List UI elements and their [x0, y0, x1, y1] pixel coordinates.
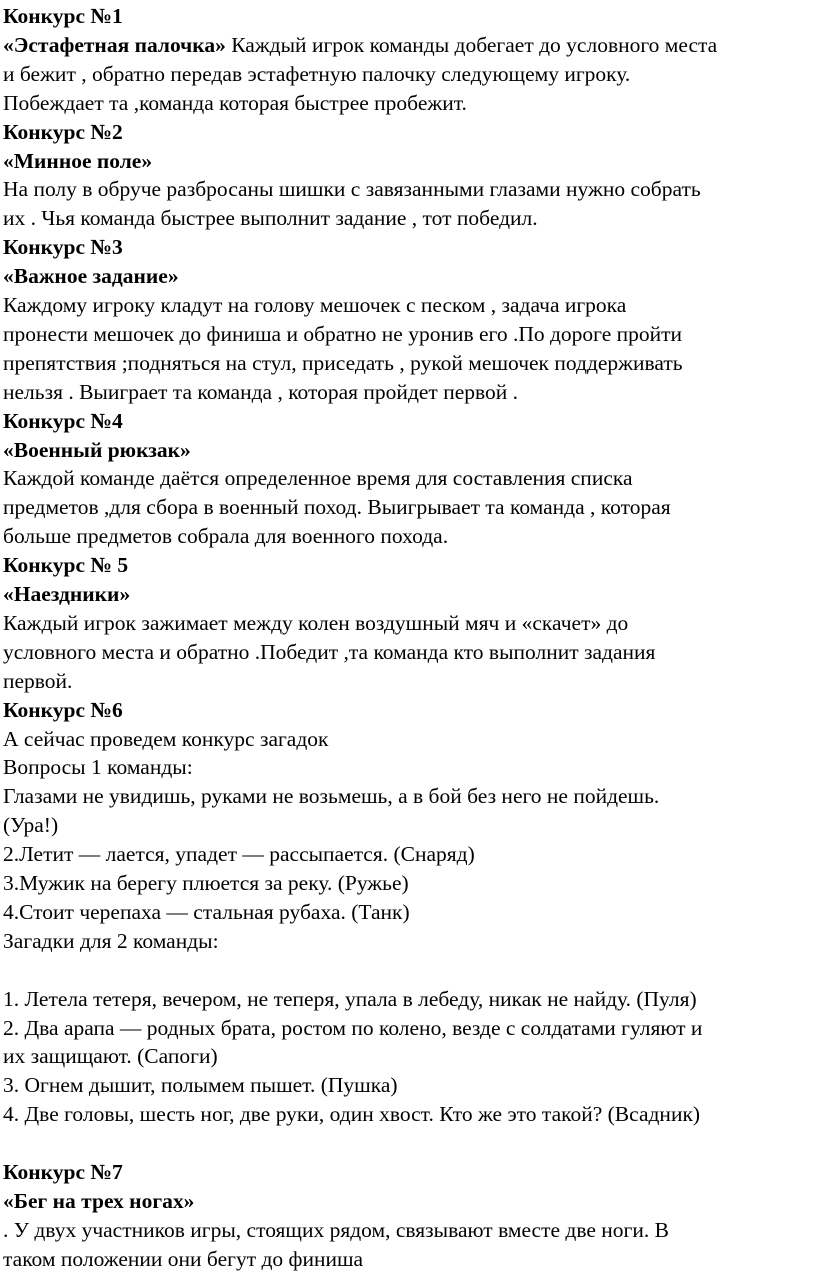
- paragraph-line: 4. Две головы, шесть ног, две руки, один хвост. Кто же это такой? (Всадник): [3, 1102, 701, 1127]
- paragraph-line: [3, 31, 717, 59]
- paragraph-line: . У двух участников игры, стоящих рядом, связывают вместе две ноги. В: [3, 1217, 669, 1242]
- section-heading: «Бег на трех ногах»: [3, 1188, 195, 1213]
- paragraph-line: нельзя . Выиграет та команда , которая пройдет первой .: [3, 379, 519, 404]
- section-heading: Конкурс №1: [3, 4, 123, 28]
- paragraph-line: А сейчас проведем конкурс загадок: [3, 726, 329, 751]
- section-heading: Конкурс №3: [3, 235, 123, 260]
- paragraph-line: и бежит , обратно передав эстафетную палочку следующему игроку.: [3, 61, 631, 86]
- paragraph-line: На полу в обруче разбросаны шишки с завязанными глазами нужно собрать: [3, 177, 701, 202]
- section-heading: «Наездники»: [3, 582, 131, 606]
- contest-description: Каждый игрок команды добегает до условного места: [225, 32, 718, 57]
- paragraph-line: первой.: [3, 668, 73, 693]
- section-heading: Конкурс № 5: [3, 553, 129, 578]
- paragraph-line: их защищают. (Сапоги): [3, 1044, 218, 1069]
- paragraph-line: Каждой команде даётся определенное время для составления списка: [3, 466, 633, 491]
- paragraph-line: 2.Летит — лается, упадет — рассыпается. (Снаряд): [3, 842, 475, 867]
- paragraph-line: (Ура!): [3, 813, 59, 838]
- section-heading: «Минное поле»: [3, 148, 153, 173]
- paragraph-line: 4.Стоит черепаха — стальная рубаха. (Танк): [3, 899, 410, 924]
- section-heading: Конкурс №6: [3, 697, 123, 722]
- paragraph-line: больше предметов собрала для военного похода.: [3, 524, 449, 549]
- paragraph-line: Вопросы 1 команды:: [3, 755, 193, 780]
- section-heading: «Важное задание»: [3, 264, 179, 289]
- paragraph-line: пронести мешочек до финиша и обратно не уронив его .По дороге пройти: [3, 321, 683, 346]
- paragraph-line: Побеждает та ,команда которая быстрее пробежит.: [3, 90, 467, 115]
- contest-title: «Эстафетная палочка»: [3, 32, 226, 57]
- paragraph-line: препятствия ;подняться на стул, приседать , рукой мешочек поддерживать: [3, 350, 683, 375]
- paragraph-line: Каждый игрок зажимает между колен воздушный мяч и «скачет» до: [3, 610, 629, 635]
- paragraph-line: Загадки для 2 команды:: [3, 928, 219, 953]
- paragraph-line: Глазами не увидишь, руками не возьмешь, а в бой без него не пойдешь.: [3, 784, 660, 809]
- paragraph-line: Каждому игроку кладут на голову мешочек с песком , задача игрока: [3, 293, 627, 317]
- paragraph-line: 3. Огнем дышит, полымем пышет. (Пушка): [3, 1073, 398, 1098]
- section-heading: Конкурс №2: [3, 119, 123, 144]
- paragraph-line: условного места и обратно .Победит ,та команда кто выполнит задания: [3, 639, 656, 664]
- paragraph-line: 1. Летела тетеря, вечером, не теперя, упала в лебеду, никак не найду. (Пуля): [3, 986, 697, 1011]
- section-heading: Конкурс №7: [3, 1160, 123, 1184]
- paragraph-line: предметов ,для сбора в военный поход. Выигрывает та команда , которая: [3, 495, 671, 520]
- section-heading: «Военный рюкзак»: [3, 437, 191, 462]
- paragraph-line: 3.Мужик на берегу плюется за реку. (Ружье): [3, 871, 409, 895]
- section-heading: Конкурс №4: [3, 408, 123, 433]
- paragraph-line: 2. Два арапа — родных брата, ростом по колено, везде с солдатами гуляют и: [3, 1015, 703, 1040]
- paragraph-line: их . Чья команда быстрее выполнит задание , тот победил.: [3, 206, 538, 231]
- paragraph-line: таком положении они бегут до финиша: [3, 1246, 364, 1271]
